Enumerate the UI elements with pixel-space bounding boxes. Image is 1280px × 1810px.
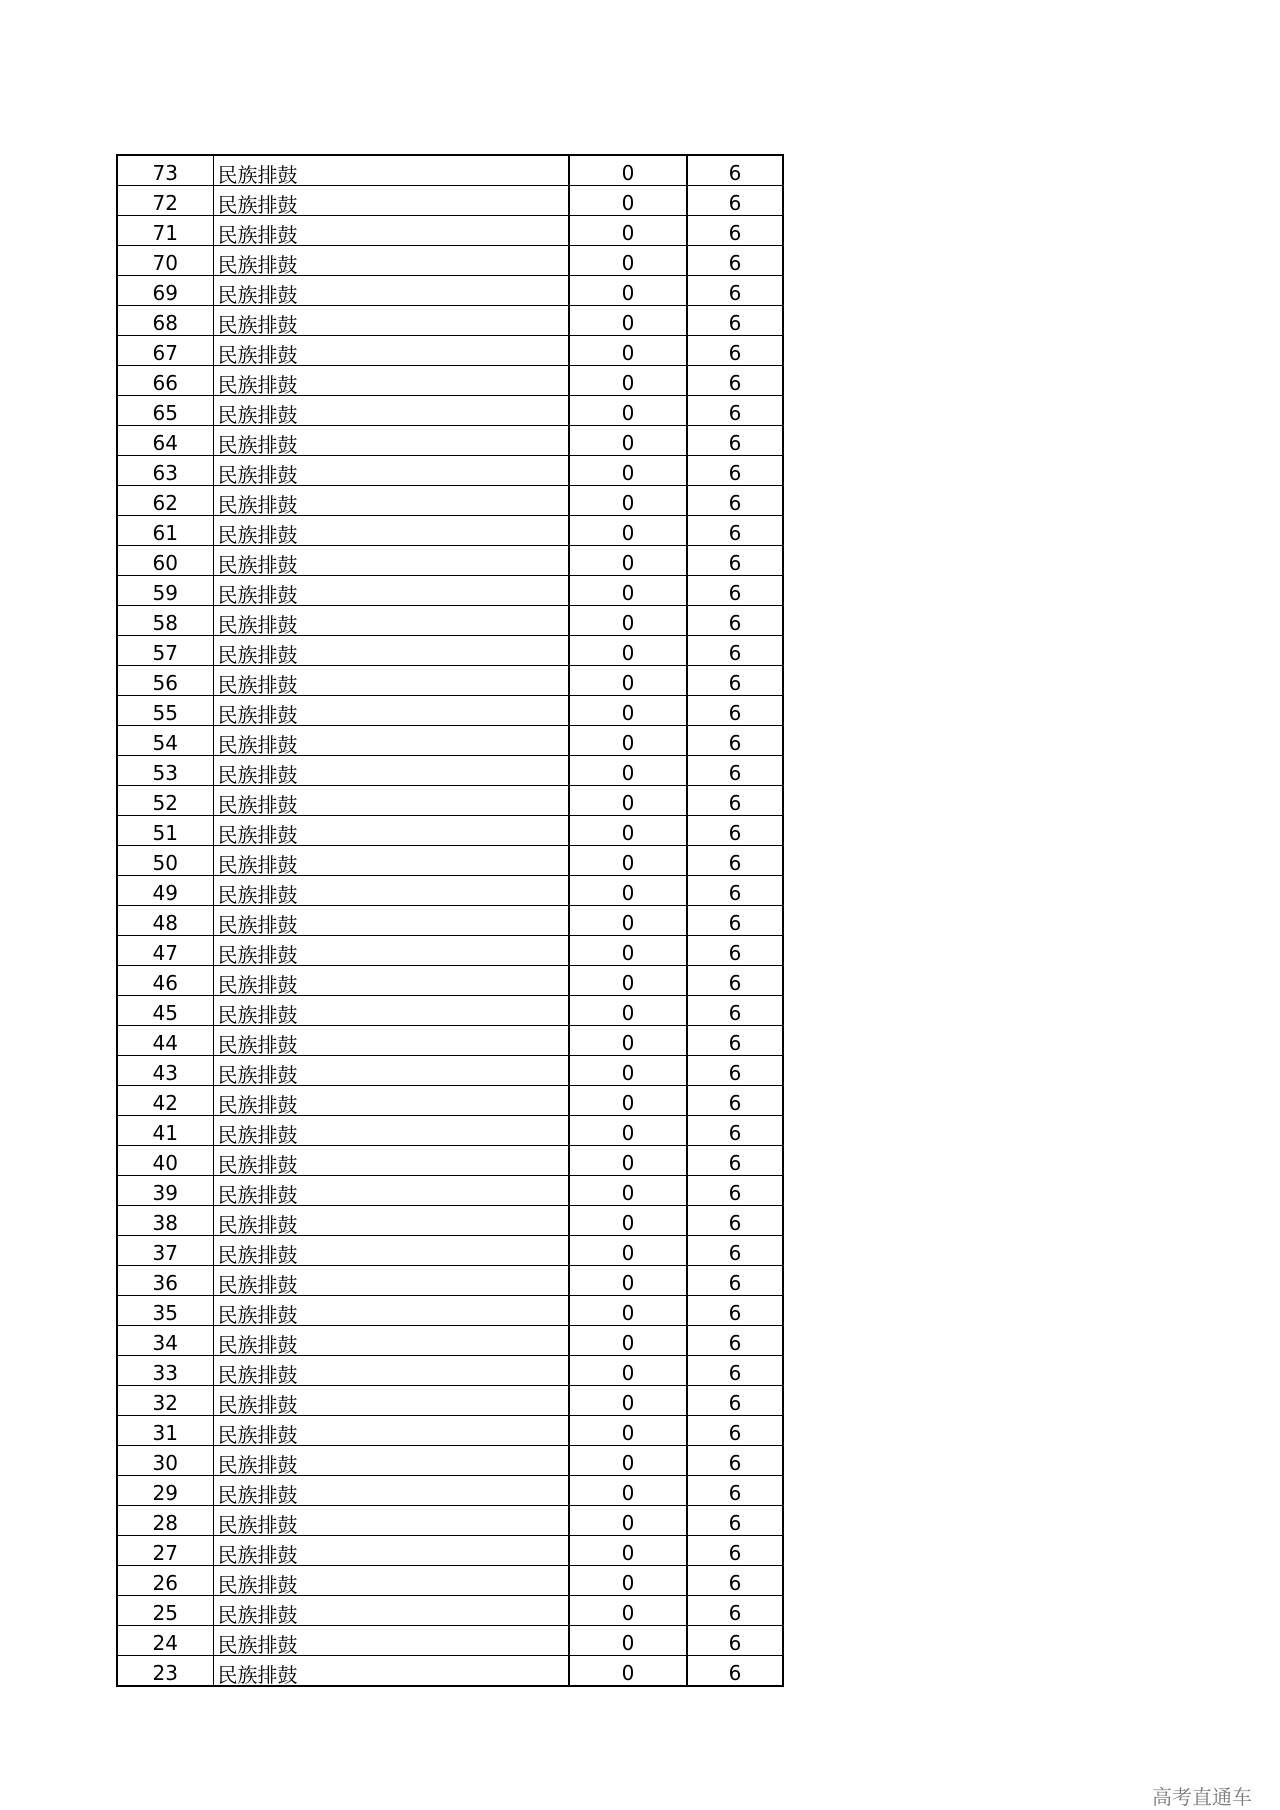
table-row <box>117 396 783 426</box>
table-row <box>117 876 783 906</box>
table-row <box>117 936 783 966</box>
watermark-text: 高考直通车 <box>1152 1785 1252 1809</box>
value-a-cell: 0 <box>569 1626 687 1656</box>
rank-cell: 61 <box>117 516 213 546</box>
value-a-cell: 0 <box>569 1446 687 1476</box>
table-row <box>117 786 783 816</box>
value-b-cell: 6 <box>687 1296 783 1326</box>
value-b-cell: 6 <box>687 1356 783 1386</box>
value-a-cell: 0 <box>569 756 687 786</box>
value-b-cell: 6 <box>687 726 783 756</box>
value-a-cell: 0 <box>569 1086 687 1116</box>
value-b-cell: 6 <box>687 1326 783 1356</box>
value-a-cell: 0 <box>569 666 687 696</box>
item-name-cell: 民族排鼓 <box>213 1326 569 1356</box>
value-a-cell: 0 <box>569 306 687 336</box>
rank-cell: 35 <box>117 1296 213 1326</box>
item-name-cell: 民族排鼓 <box>213 726 569 756</box>
value-a-cell: 0 <box>569 1536 687 1566</box>
value-b-cell: 6 <box>687 906 783 936</box>
value-a-cell: 0 <box>569 1146 687 1176</box>
table-row <box>117 486 783 516</box>
item-name-cell: 民族排鼓 <box>213 1116 569 1146</box>
item-name-cell: 民族排鼓 <box>213 306 569 336</box>
item-name-cell: 民族排鼓 <box>213 1386 569 1416</box>
value-b-cell: 6 <box>687 756 783 786</box>
item-name-cell: 民族排鼓 <box>213 1146 569 1176</box>
value-b-cell: 6 <box>687 1596 783 1626</box>
value-a-cell: 0 <box>569 1296 687 1326</box>
value-a-cell: 0 <box>569 1026 687 1056</box>
table-row <box>117 906 783 936</box>
item-name-cell: 民族排鼓 <box>213 1596 569 1626</box>
value-a-cell: 0 <box>569 846 687 876</box>
item-name-cell: 民族排鼓 <box>213 696 569 726</box>
table-row <box>117 1386 783 1416</box>
value-b-cell: 6 <box>687 1116 783 1146</box>
value-b-cell: 6 <box>687 155 783 186</box>
rank-cell: 73 <box>117 155 213 186</box>
value-a-cell: 0 <box>569 906 687 936</box>
value-b-cell: 6 <box>687 1206 783 1236</box>
table-row <box>117 1086 783 1116</box>
item-name-cell: 民族排鼓 <box>213 1056 569 1086</box>
item-name-cell: 民族排鼓 <box>213 1356 569 1386</box>
rank-cell: 25 <box>117 1596 213 1626</box>
value-b-cell: 6 <box>687 1416 783 1446</box>
table-row <box>117 155 783 186</box>
rank-cell: 47 <box>117 936 213 966</box>
rank-cell: 30 <box>117 1446 213 1476</box>
value-b-cell: 6 <box>687 216 783 246</box>
value-a-cell: 0 <box>569 1656 687 1687</box>
rank-cell: 28 <box>117 1506 213 1536</box>
value-a-cell: 0 <box>569 1506 687 1536</box>
item-name-cell: 民族排鼓 <box>213 426 569 456</box>
item-name-cell: 民族排鼓 <box>213 1236 569 1266</box>
table-row <box>117 1056 783 1086</box>
value-b-cell: 6 <box>687 306 783 336</box>
value-a-cell: 0 <box>569 966 687 996</box>
table-row <box>117 1506 783 1536</box>
rank-cell: 63 <box>117 456 213 486</box>
rank-cell: 60 <box>117 546 213 576</box>
value-b-cell: 6 <box>687 366 783 396</box>
table-row <box>117 1116 783 1146</box>
item-name-cell: 民族排鼓 <box>213 906 569 936</box>
rank-cell: 32 <box>117 1386 213 1416</box>
item-name-cell: 民族排鼓 <box>213 516 569 546</box>
rank-cell: 31 <box>117 1416 213 1446</box>
value-a-cell: 0 <box>569 546 687 576</box>
value-a-cell: 0 <box>569 396 687 426</box>
value-a-cell: 0 <box>569 336 687 366</box>
table-row <box>117 216 783 246</box>
value-b-cell: 6 <box>687 486 783 516</box>
value-b-cell: 6 <box>687 276 783 306</box>
value-a-cell: 0 <box>569 155 687 186</box>
rank-cell: 38 <box>117 1206 213 1236</box>
value-b-cell: 6 <box>687 936 783 966</box>
rank-cell: 44 <box>117 1026 213 1056</box>
rank-cell: 52 <box>117 786 213 816</box>
value-b-cell: 6 <box>687 1176 783 1206</box>
rank-cell: 51 <box>117 816 213 846</box>
rank-cell: 49 <box>117 876 213 906</box>
table-row <box>117 1026 783 1056</box>
value-b-cell: 6 <box>687 1056 783 1086</box>
rank-cell: 62 <box>117 486 213 516</box>
table-row <box>117 1296 783 1326</box>
value-b-cell: 6 <box>687 966 783 996</box>
value-b-cell: 6 <box>687 546 783 576</box>
ranking-table-body <box>117 155 783 1686</box>
item-name-cell: 民族排鼓 <box>213 1566 569 1596</box>
rank-cell: 23 <box>117 1656 213 1687</box>
value-a-cell: 0 <box>569 1596 687 1626</box>
value-b-cell: 6 <box>687 516 783 546</box>
value-b-cell: 6 <box>687 1026 783 1056</box>
rank-cell: 24 <box>117 1626 213 1656</box>
value-a-cell: 0 <box>569 1356 687 1386</box>
item-name-cell: 民族排鼓 <box>213 1626 569 1656</box>
table-row <box>117 1416 783 1446</box>
value-a-cell: 0 <box>569 516 687 546</box>
item-name-cell: 民族排鼓 <box>213 1656 569 1687</box>
table-row <box>117 186 783 216</box>
value-b-cell: 6 <box>687 186 783 216</box>
rank-cell: 33 <box>117 1356 213 1386</box>
table-row <box>117 1536 783 1566</box>
table-row <box>117 726 783 756</box>
rank-cell: 50 <box>117 846 213 876</box>
rank-cell: 71 <box>117 216 213 246</box>
value-a-cell: 0 <box>569 606 687 636</box>
rank-cell: 37 <box>117 1236 213 1266</box>
item-name-cell: 民族排鼓 <box>213 1176 569 1206</box>
value-b-cell: 6 <box>687 1386 783 1416</box>
value-a-cell: 0 <box>569 726 687 756</box>
value-b-cell: 6 <box>687 696 783 726</box>
value-b-cell: 6 <box>687 786 783 816</box>
table-row <box>117 546 783 576</box>
rank-cell: 66 <box>117 366 213 396</box>
table-row <box>117 1476 783 1506</box>
item-name-cell: 民族排鼓 <box>213 1536 569 1566</box>
rank-cell: 46 <box>117 966 213 996</box>
value-a-cell: 0 <box>569 1476 687 1506</box>
table-row <box>117 756 783 786</box>
table-row <box>117 846 783 876</box>
rank-cell: 26 <box>117 1566 213 1596</box>
value-a-cell: 0 <box>569 1416 687 1446</box>
item-name-cell: 民族排鼓 <box>213 756 569 786</box>
rank-cell: 34 <box>117 1326 213 1356</box>
item-name-cell: 民族排鼓 <box>213 606 569 636</box>
value-b-cell: 6 <box>687 1566 783 1596</box>
value-a-cell: 0 <box>569 816 687 846</box>
table-row <box>117 816 783 846</box>
table-row <box>117 1446 783 1476</box>
item-name-cell: 民族排鼓 <box>213 336 569 366</box>
value-a-cell: 0 <box>569 186 687 216</box>
item-name-cell: 民族排鼓 <box>213 1296 569 1326</box>
rank-cell: 58 <box>117 606 213 636</box>
value-a-cell: 0 <box>569 1116 687 1146</box>
table-row <box>117 1596 783 1626</box>
table-row <box>117 306 783 336</box>
value-a-cell: 0 <box>569 426 687 456</box>
value-a-cell: 0 <box>569 456 687 486</box>
item-name-cell: 民族排鼓 <box>213 186 569 216</box>
value-b-cell: 6 <box>687 576 783 606</box>
item-name-cell: 民族排鼓 <box>213 396 569 426</box>
value-b-cell: 6 <box>687 246 783 276</box>
item-name-cell: 民族排鼓 <box>213 1446 569 1476</box>
value-b-cell: 6 <box>687 1476 783 1506</box>
rank-cell: 40 <box>117 1146 213 1176</box>
rank-cell: 72 <box>117 186 213 216</box>
value-b-cell: 6 <box>687 426 783 456</box>
item-name-cell: 民族排鼓 <box>213 246 569 276</box>
table-row <box>117 1206 783 1236</box>
value-b-cell: 6 <box>687 816 783 846</box>
item-name-cell: 民族排鼓 <box>213 1206 569 1236</box>
value-a-cell: 0 <box>569 696 687 726</box>
table-row <box>117 276 783 306</box>
value-b-cell: 6 <box>687 1236 783 1266</box>
table-row <box>117 1146 783 1176</box>
table-row <box>117 1356 783 1386</box>
table-row <box>117 456 783 486</box>
rank-cell: 55 <box>117 696 213 726</box>
value-a-cell: 0 <box>569 1326 687 1356</box>
value-a-cell: 0 <box>569 1386 687 1416</box>
table-row <box>117 426 783 456</box>
ranking-table <box>116 154 784 1687</box>
table-row <box>117 366 783 396</box>
rank-cell: 54 <box>117 726 213 756</box>
rank-cell: 42 <box>117 1086 213 1116</box>
value-a-cell: 0 <box>569 1266 687 1296</box>
value-a-cell: 0 <box>569 1176 687 1206</box>
item-name-cell: 民族排鼓 <box>213 1086 569 1116</box>
value-b-cell: 6 <box>687 1506 783 1536</box>
rank-cell: 43 <box>117 1056 213 1086</box>
rank-cell: 57 <box>117 636 213 666</box>
value-b-cell: 6 <box>687 456 783 486</box>
rank-cell: 27 <box>117 1536 213 1566</box>
table-row <box>117 576 783 606</box>
item-name-cell: 民族排鼓 <box>213 546 569 576</box>
value-b-cell: 6 <box>687 606 783 636</box>
rank-cell: 48 <box>117 906 213 936</box>
item-name-cell: 民族排鼓 <box>213 666 569 696</box>
item-name-cell: 民族排鼓 <box>213 276 569 306</box>
value-a-cell: 0 <box>569 1056 687 1086</box>
value-a-cell: 0 <box>569 246 687 276</box>
table-row <box>117 1626 783 1656</box>
rank-cell: 70 <box>117 246 213 276</box>
item-name-cell: 民族排鼓 <box>213 636 569 666</box>
rank-cell: 53 <box>117 756 213 786</box>
value-a-cell: 0 <box>569 576 687 606</box>
value-b-cell: 6 <box>687 876 783 906</box>
value-a-cell: 0 <box>569 636 687 666</box>
table-row <box>117 666 783 696</box>
item-name-cell: 民族排鼓 <box>213 366 569 396</box>
item-name-cell: 民族排鼓 <box>213 786 569 816</box>
item-name-cell: 民族排鼓 <box>213 1476 569 1506</box>
value-b-cell: 6 <box>687 396 783 426</box>
table-row <box>117 1176 783 1206</box>
item-name-cell: 民族排鼓 <box>213 996 569 1026</box>
rank-cell: 68 <box>117 306 213 336</box>
rank-cell: 67 <box>117 336 213 366</box>
value-a-cell: 0 <box>569 1236 687 1266</box>
value-b-cell: 6 <box>687 1536 783 1566</box>
value-a-cell: 0 <box>569 1566 687 1596</box>
item-name-cell: 民族排鼓 <box>213 876 569 906</box>
rank-cell: 39 <box>117 1176 213 1206</box>
rank-cell: 56 <box>117 666 213 696</box>
value-a-cell: 0 <box>569 276 687 306</box>
value-b-cell: 6 <box>687 1086 783 1116</box>
rank-cell: 41 <box>117 1116 213 1146</box>
table-row <box>117 1566 783 1596</box>
item-name-cell: 民族排鼓 <box>213 456 569 486</box>
rank-cell: 65 <box>117 396 213 426</box>
item-name-cell: 民族排鼓 <box>213 966 569 996</box>
item-name-cell: 民族排鼓 <box>213 1416 569 1446</box>
item-name-cell: 民族排鼓 <box>213 846 569 876</box>
rank-cell: 36 <box>117 1266 213 1296</box>
value-b-cell: 6 <box>687 1626 783 1656</box>
table-row <box>117 1656 783 1687</box>
value-b-cell: 6 <box>687 1266 783 1296</box>
item-name-cell: 民族排鼓 <box>213 486 569 516</box>
value-b-cell: 6 <box>687 846 783 876</box>
item-name-cell: 民族排鼓 <box>213 576 569 606</box>
value-a-cell: 0 <box>569 1206 687 1236</box>
value-a-cell: 0 <box>569 216 687 246</box>
table-row <box>117 336 783 366</box>
table-row <box>117 246 783 276</box>
value-b-cell: 6 <box>687 636 783 666</box>
value-a-cell: 0 <box>569 786 687 816</box>
table-row <box>117 696 783 726</box>
value-a-cell: 0 <box>569 876 687 906</box>
item-name-cell: 民族排鼓 <box>213 936 569 966</box>
rank-cell: 64 <box>117 426 213 456</box>
value-a-cell: 0 <box>569 486 687 516</box>
table-row <box>117 996 783 1026</box>
table-row <box>117 1266 783 1296</box>
rank-cell: 45 <box>117 996 213 1026</box>
value-b-cell: 6 <box>687 1446 783 1476</box>
value-a-cell: 0 <box>569 366 687 396</box>
rank-cell: 29 <box>117 1476 213 1506</box>
value-b-cell: 6 <box>687 996 783 1026</box>
rank-cell: 59 <box>117 576 213 606</box>
value-b-cell: 6 <box>687 336 783 366</box>
value-a-cell: 0 <box>569 996 687 1026</box>
item-name-cell: 民族排鼓 <box>213 155 569 186</box>
table-row <box>117 1236 783 1266</box>
value-b-cell: 6 <box>687 1656 783 1687</box>
rank-cell: 69 <box>117 276 213 306</box>
item-name-cell: 民族排鼓 <box>213 816 569 846</box>
item-name-cell: 民族排鼓 <box>213 216 569 246</box>
item-name-cell: 民族排鼓 <box>213 1506 569 1536</box>
table-row <box>117 636 783 666</box>
table-row <box>117 966 783 996</box>
table-row <box>117 606 783 636</box>
value-b-cell: 6 <box>687 1146 783 1176</box>
value-b-cell: 6 <box>687 666 783 696</box>
item-name-cell: 民族排鼓 <box>213 1026 569 1056</box>
item-name-cell: 民族排鼓 <box>213 1266 569 1296</box>
value-a-cell: 0 <box>569 936 687 966</box>
table-row <box>117 516 783 546</box>
table-row <box>117 1326 783 1356</box>
